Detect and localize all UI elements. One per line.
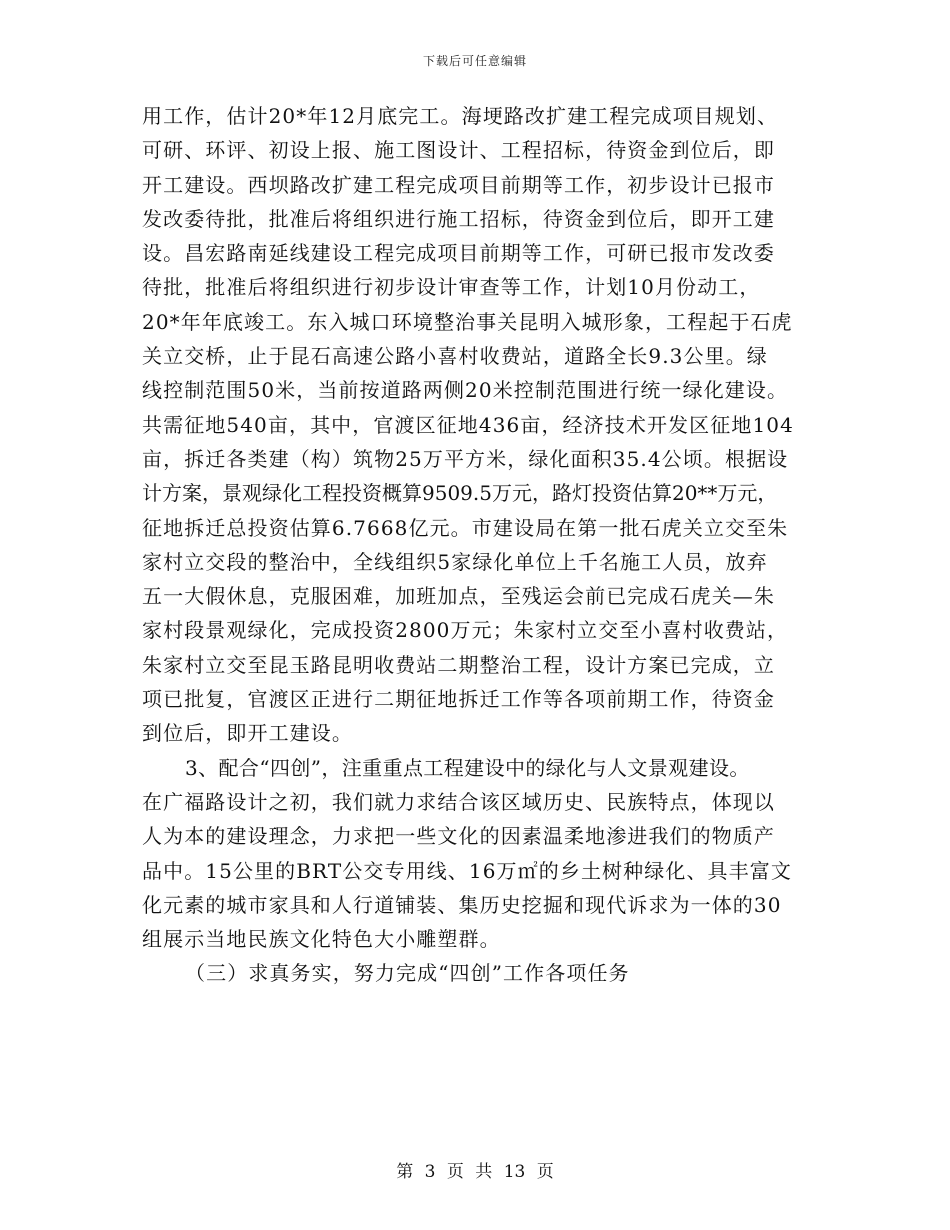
paragraph-line: 待批，批准后将组织进行初步设计审查等工作，计划10月份动工， (142, 275, 761, 300)
paragraph-line: 家村段景观绿化，完成投资2800万元；朱家村立交至小喜村收费站， (142, 618, 789, 643)
paragraph-line: 化元素的城市家具和人行道铺装、集历史挖掘和现代诉求为一体的30 (142, 892, 782, 917)
paragraph-line: 人为本的建设理念，力求把一些文化的因素温柔地渗进我们的物质产 (142, 824, 775, 849)
paragraph-line: 发改委待批，批准后将组织进行施工招标，待资金到位后，即开工建 (142, 206, 775, 231)
paragraph-line: 五一大假休息，克服困难，加班加点，至残运会前已完成石虎关—朱 (142, 584, 775, 609)
paragraph-line: 3、配合“四创”，注重重点工程建设中的绿化与人文景观建设。 (185, 755, 750, 780)
paragraph-line: 关立交桥，止于昆石高速公路小喜村收费站，道路全长9.3公里。绿 (142, 344, 768, 369)
page-number: 第 3 页 共 13 页 (396, 1162, 554, 1182)
page-header: 下载后可任意编辑 (422, 54, 527, 68)
paragraph-line: 可研、环评、初设上报、施工图设计、工程招标，待资金到位后，即 (142, 138, 775, 163)
paragraph-line: 朱家村立交至昆玉路昆明收费站二期整治工程，设计方案已完成，立 (142, 652, 775, 677)
section-heading: （三）求真务实，努力完成“四创”工作各项任务 (185, 961, 630, 986)
paragraph-line: 计方案，景观绿化工程投资概算9509.5万元，路灯投资估算20**万元， (142, 481, 778, 506)
paragraph-line: 设。昌宏路南延线建设工程完成项目前期等工作，可研已报市发改委 (142, 241, 775, 266)
paragraph-line: 项已批复，官渡区正进行二期征地拆迁工作等各项前期工作，待资金 (142, 687, 775, 712)
paragraph-line: 用工作，估计20*年12月底完工。海埂路改扩建工程完成项目规划、 (142, 104, 779, 128)
document-body (142, 99, 832, 991)
paragraph-line: 在广福路设计之初，我们就力求结合该区域历史、民族特点，体现以 (142, 789, 775, 814)
paragraph-line: 家村立交段的整治中，全线组织5家绿化单位上千名施工人员，放弃 (142, 549, 768, 574)
paragraph-line: 20*年年底竣工。东入城口环境整治事关昆明入城形象，工程起于石虎 (142, 309, 793, 334)
paragraph-line: 组展示当地民族文化特色大小雕塑群。 (142, 927, 501, 952)
paragraph-line: 品中。15公里的BRT公交专用线、16万㎡的乡土树种绿化、具丰富文 (142, 858, 792, 883)
paragraph-line: 开工建设。西坝路改扩建工程完成项目前期等工作，初步设计已报市 (142, 172, 775, 197)
paragraph-line: 亩，拆迁各类建（构）筑物25万平方米，绿化面积35.4公顷。根据设 (142, 446, 789, 471)
paragraph-line: 线控制范围50米，当前按道路两侧20米控制范围进行统一绿化建设。 (142, 378, 789, 403)
paragraph-line: 共需征地540亩，其中，官渡区征地436亩，经济技术开发区征地104 (142, 412, 794, 437)
paragraph-line: 征地拆迁总投资估算6.7668亿元。市建设局在第一批石虎关立交至朱 (142, 515, 789, 540)
paragraph-line: 到位后，即开工建设。 (142, 721, 353, 746)
